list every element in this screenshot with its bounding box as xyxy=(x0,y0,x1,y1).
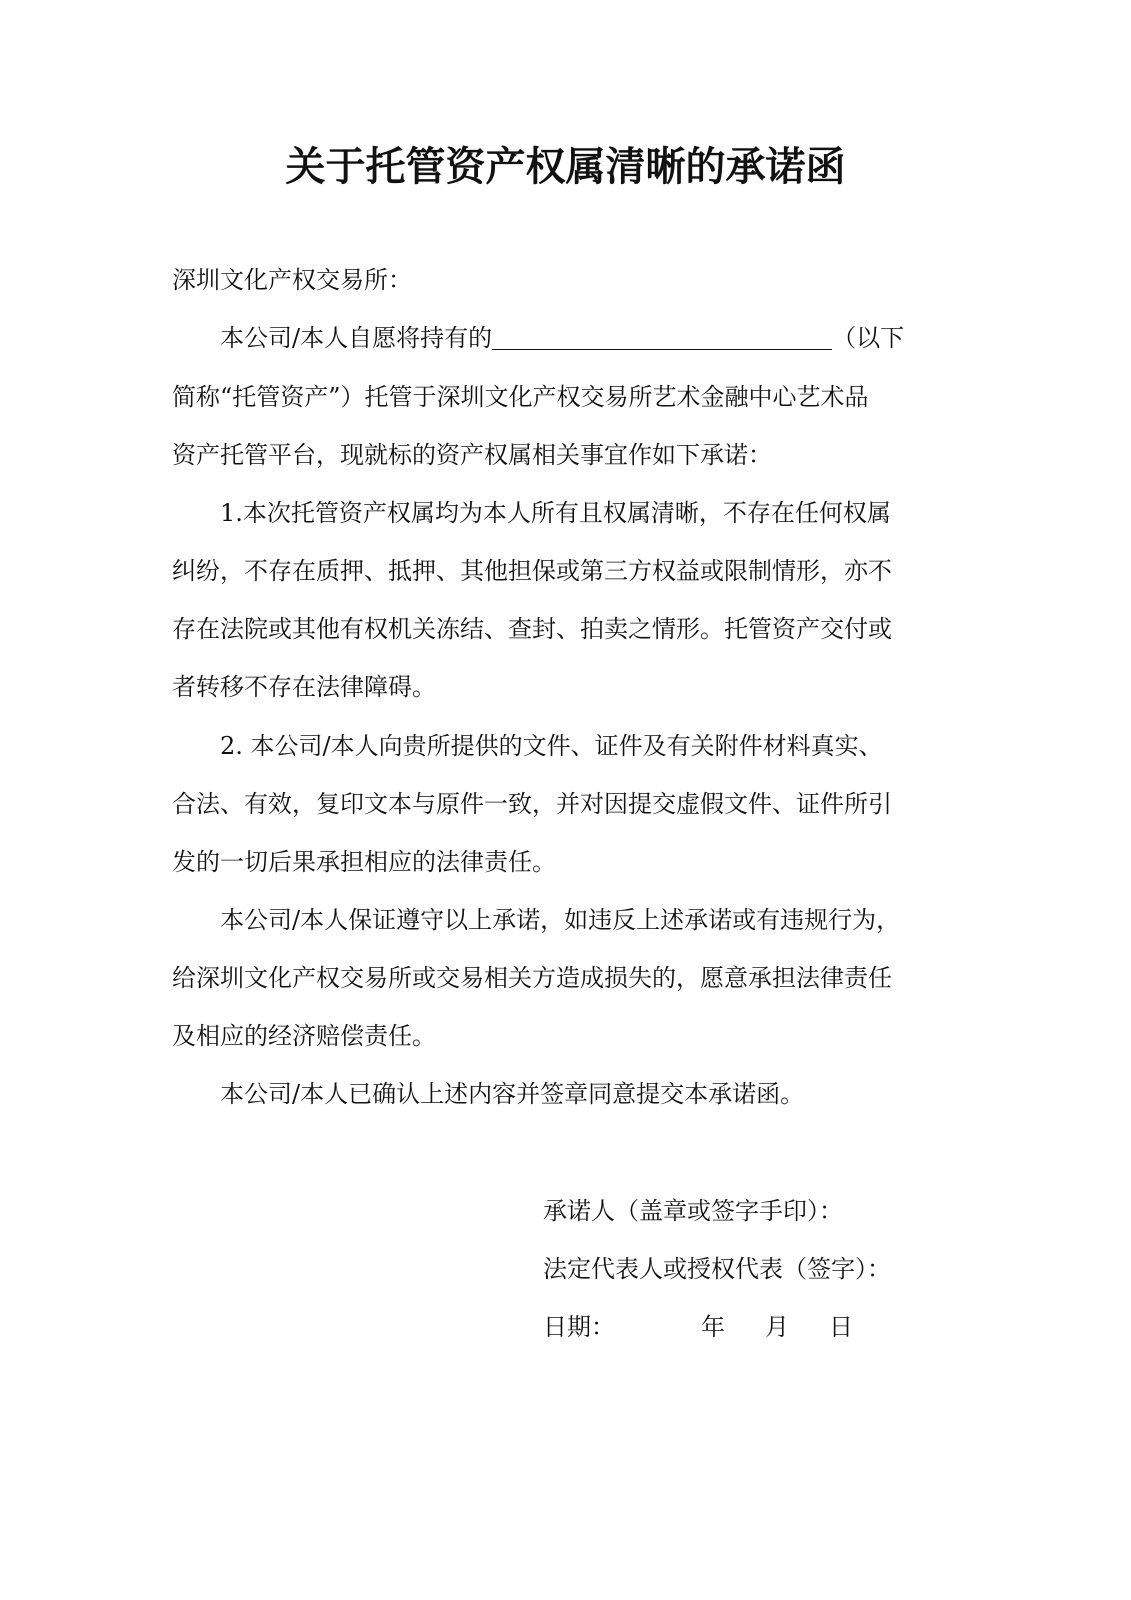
body-line-7: 者转移不存在法律障碍。 xyxy=(172,673,436,701)
date-day: 日 xyxy=(829,1313,853,1341)
representative-signature-label: 法定代表人或授权代表（签字）： xyxy=(543,1255,891,1283)
body-line-3: 资产托管平台，现就标的资产权属相关事宜作如下承诺： xyxy=(172,441,772,469)
body-line-12: 给深圳文化产权交易所或交易相关方造成损失的，愿意承担法律责任 xyxy=(172,964,892,992)
addressee: 深圳文化产权交易所： xyxy=(172,266,412,294)
date-label: 日期： xyxy=(543,1313,615,1341)
body-line-5: 纠纷，不存在质押、抵押、其他担保或第三方权益或限制情形，亦不 xyxy=(172,557,892,585)
body-line-1 xyxy=(220,322,904,354)
body-line-2: 简称“托管资产”）托管于深圳文化产权交易所艺术金融中心艺术品 xyxy=(172,383,869,411)
body-line-10: 发的一切后果承担相应的法律责任。 xyxy=(172,848,556,876)
body-line-1-start: 本公司/本人自愿将持有的 xyxy=(220,324,493,352)
asset-name-blank[interactable] xyxy=(492,322,832,350)
promisor-signature-label: 承诺人（盖章或签字手印）： xyxy=(543,1197,843,1225)
date-year: 年 xyxy=(701,1313,725,1341)
body-line-8: 2. 本公司/本人向贵所提供的文件、证件及有关附件材料真实、 xyxy=(220,732,883,760)
date-line xyxy=(543,1311,853,1343)
body-line-9: 合法、有效，复印文本与原件一致，并对因提交虚假文件、证件所引 xyxy=(172,790,892,818)
body-line-4: 1.本次托管资产权属均为本人所有且权属清晰，不存在任何权属 xyxy=(220,499,891,527)
document-title: 关于托管资产权属清晰的承诺函 xyxy=(285,143,846,190)
body-line-14: 本公司/本人已确认上述内容并签章同意提交本承诺函。 xyxy=(220,1080,805,1108)
body-line-1-end: （以下 xyxy=(832,324,905,352)
date-month: 月 xyxy=(765,1313,789,1341)
body-line-6: 存在法院或其他有权机关冻结、查封、拍卖之情形。托管资产交付或 xyxy=(172,615,892,643)
body-line-11: 本公司/本人保证遵守以上承诺，如违反上述承诺或有违规行为， xyxy=(220,906,901,934)
body-line-13: 及相应的经济赔偿责任。 xyxy=(172,1022,436,1050)
